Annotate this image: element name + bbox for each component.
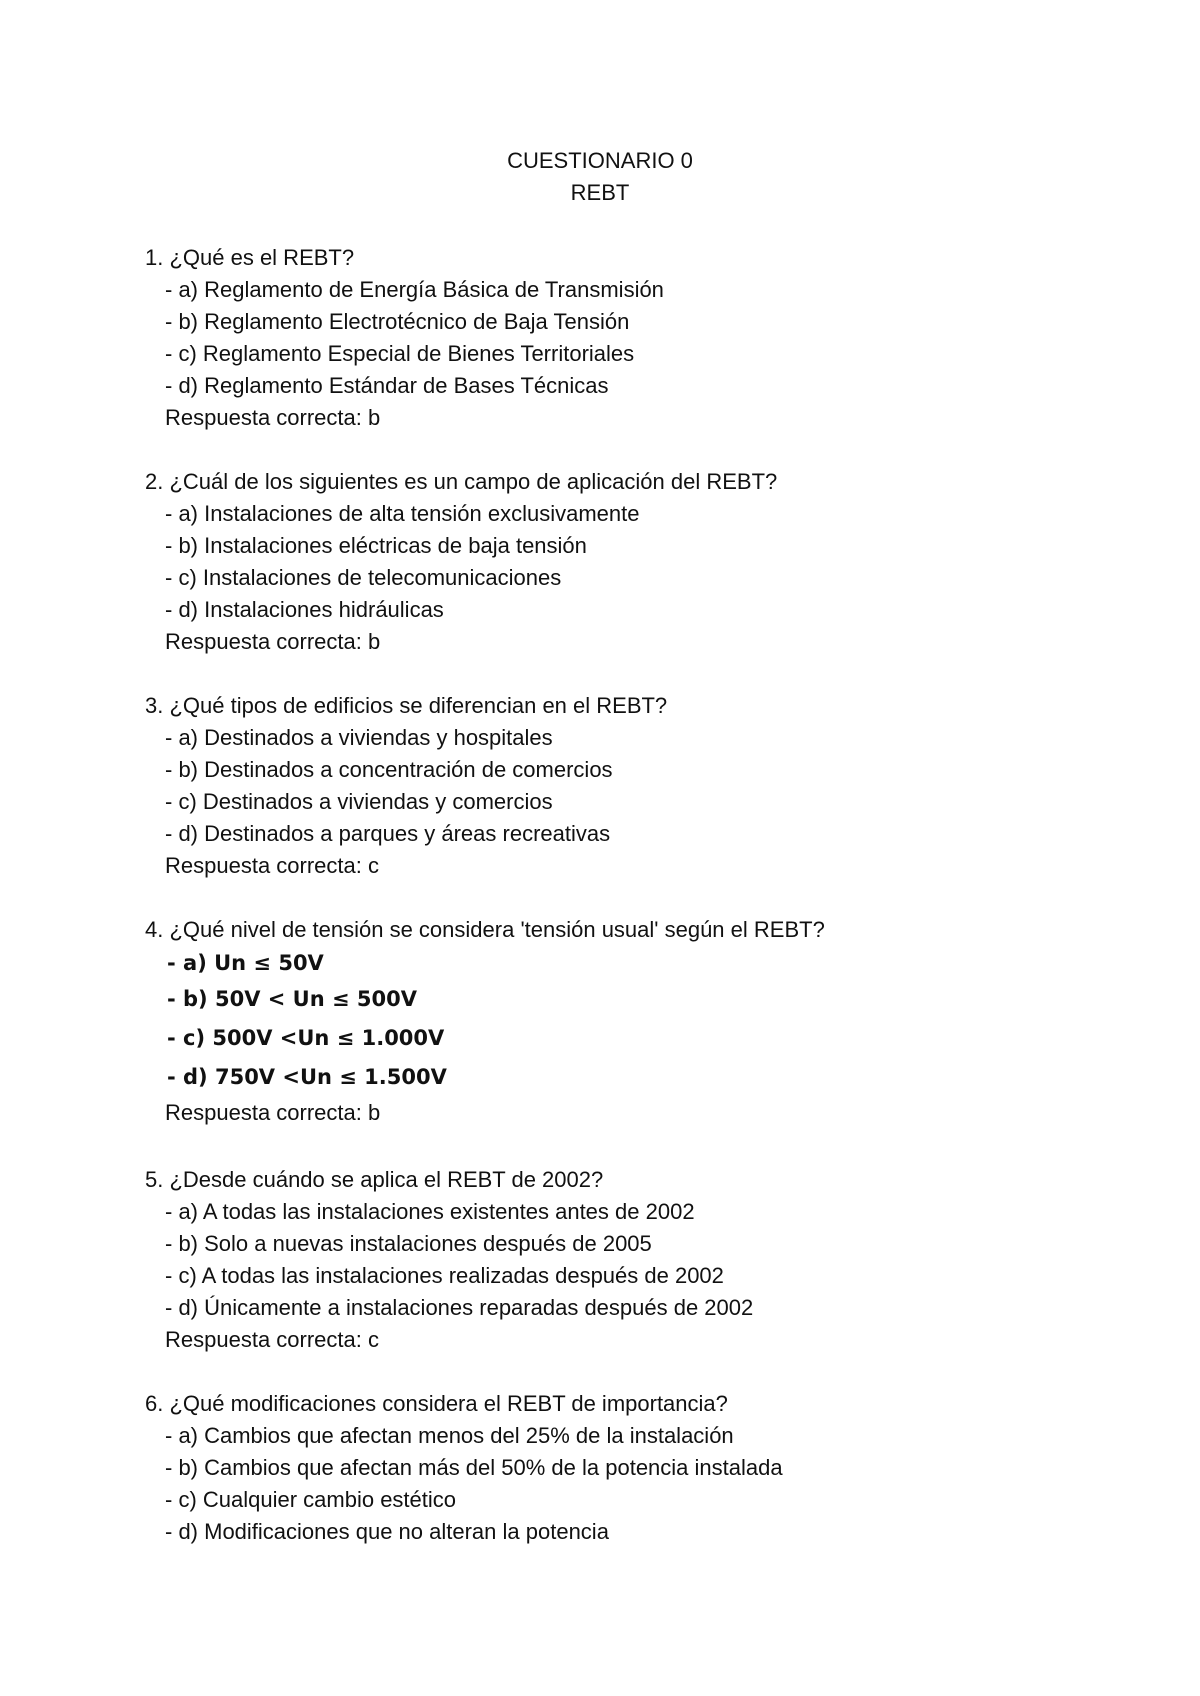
option-a: - a) Un ≤ 50V	[167, 951, 324, 975]
correct-answer: Respuesta correcta: c	[165, 1327, 379, 1352]
question-block-2	[145, 466, 1145, 658]
correct-answer: Respuesta correcta: b	[165, 1100, 381, 1125]
option-a: - a) Instalaciones de alta tensión exclusivamente	[165, 501, 640, 526]
question-block-4	[145, 914, 1145, 1129]
option-b: - b) Instalaciones eléctricas de baja tensión	[165, 533, 587, 558]
option-d: - d) Reglamento Estándar de Bases Técnicas	[165, 373, 609, 398]
question-text: 5. ¿Desde cuándo se aplica el REBT de 2002?	[145, 1167, 604, 1192]
option-c: - c) Cualquier cambio estético	[165, 1487, 457, 1512]
option-c: - c) Destinados a viviendas y comercios	[165, 789, 553, 814]
option-c: - c) A todas las instalaciones realizadas después de 2002	[165, 1263, 724, 1288]
option-d: - d) Modificaciones que no alteran la potencia	[165, 1519, 609, 1544]
correct-answer: Respuesta correcta: c	[165, 853, 379, 878]
question-text: 1. ¿Qué es el REBT?	[145, 245, 355, 270]
question-text: 2. ¿Cuál de los siguientes es un campo de aplicación del REBT?	[145, 469, 778, 494]
question-text: 3. ¿Qué tipos de edificios se diferencian en el REBT?	[145, 693, 668, 718]
page-title: CUESTIONARIO 0	[507, 148, 693, 173]
option-b: - b) 50V < Un ≤ 500V	[167, 987, 417, 1011]
question-block-3	[145, 690, 1145, 882]
question-text: 4. ¿Qué nivel de tensión se considera 'tensión usual' según el REBT?	[145, 917, 825, 942]
option-c: - c) Reglamento Especial de Bienes Territoriales	[165, 341, 635, 366]
option-d: - d) 750V <Un ≤ 1.500V	[167, 1065, 447, 1089]
option-b: - b) Destinados a concentración de comercios	[165, 757, 613, 782]
question-block-6	[145, 1388, 1145, 1548]
question-text: 6. ¿Qué modificaciones considera el REBT de importancia?	[145, 1391, 728, 1416]
option-a: - a) Reglamento de Energía Básica de Transmisión	[165, 277, 664, 302]
question-block-1	[145, 242, 1145, 434]
option-d: - d) Instalaciones hidráulicas	[165, 597, 444, 622]
option-c: - c) Instalaciones de telecomunicaciones	[165, 565, 562, 590]
correct-answer: Respuesta correcta: b	[165, 629, 381, 654]
question-block-5	[145, 1164, 1145, 1356]
page-subtitle: REBT	[570, 180, 630, 205]
option-a: - a) A todas las instalaciones existentes antes de 2002	[165, 1199, 695, 1224]
option-a: - a) Destinados a viviendas y hospitales	[165, 725, 553, 750]
option-d: - d) Únicamente a instalaciones reparadas después de 2002	[165, 1295, 754, 1320]
option-d: - d) Destinados a parques y áreas recreativas	[165, 821, 611, 846]
option-b: - b) Solo a nuevas instalaciones después de 2005	[165, 1231, 652, 1256]
title-block	[0, 145, 1200, 209]
correct-answer: Respuesta correcta: b	[165, 405, 381, 430]
option-b: - b) Reglamento Electrotécnico de Baja Tensión	[165, 309, 630, 334]
option-a: - a) Cambios que afectan menos del 25% de la instalación	[165, 1423, 734, 1448]
option-c: - c) 500V <Un ≤ 1.000V	[167, 1026, 445, 1050]
option-b: - b) Cambios que afectan más del 50% de la potencia instalada	[165, 1455, 783, 1480]
